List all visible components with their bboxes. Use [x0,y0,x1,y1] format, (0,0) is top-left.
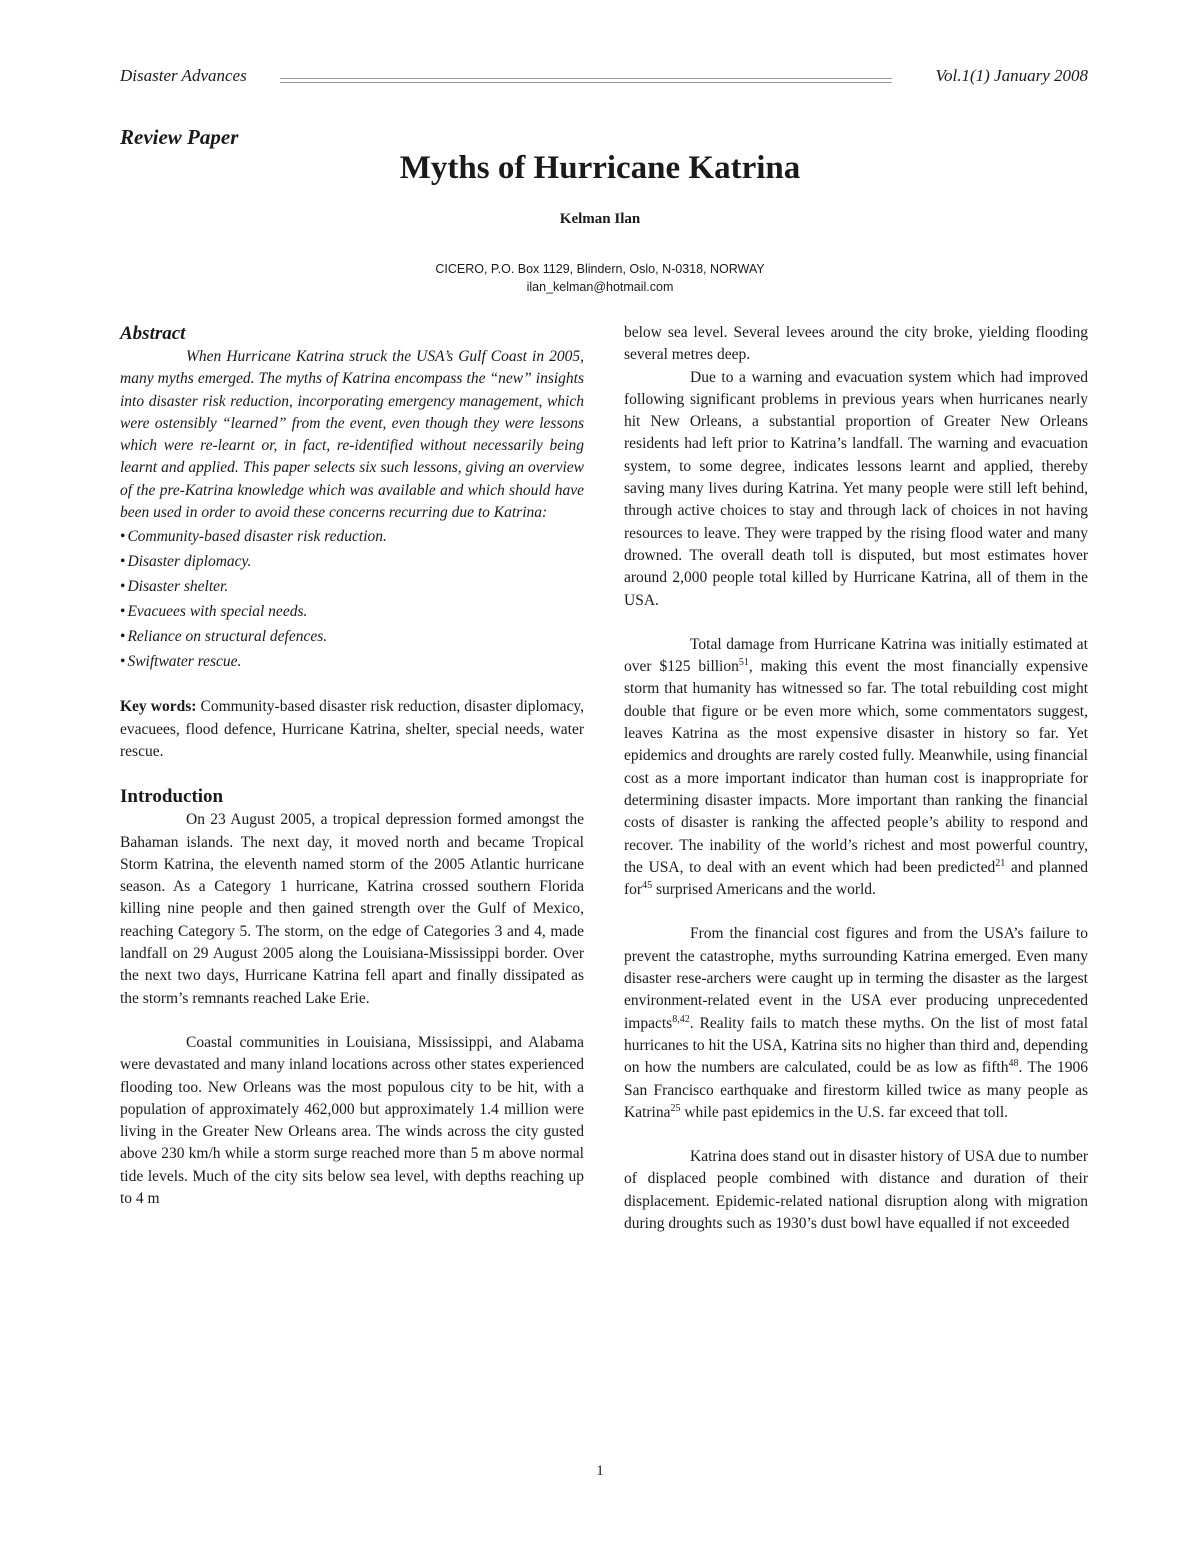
intro-paragraph-5 [624,923,1088,1124]
keywords [120,696,584,763]
header-rule [280,78,892,83]
introduction-heading: Introduction [120,786,224,808]
intro-paragraph-4 [624,634,1088,902]
list-item: • Swiftwater rescue. [120,649,584,674]
issue-info: Vol.1(1) January 2008 [935,66,1088,85]
article-title: Myths of Hurricane Katrina [399,150,801,186]
intro-paragraph-1: On 23 August 2005, a tropical depression formed amongst the Bahaman islands. The next day, it moved north and became Tropical Storm Katrina, the eleventh named storm of the 2005 Atlantic hurricane season. As a Category 1 hurricane, Katrina crossed southern Florida killing nine people and then gained strength over the Gulf of Mexico, reaching Category 5. The storm, on the edge of Categories 3 and 4, made landfall on 29 August 2005 along the Louisiana-Mississippi border. Over the next two days, Hurricane Katrina fell apart and finally dissipated as the storm’s remnants reached Lake Erie. [120,811,584,1007]
journal-name: Disaster Advances [120,66,247,85]
author-name: Kelman Ilan [559,211,641,227]
paragraph-text: , making this event the most financially expensive storm that humanity has witnessed so far. The total rebuilding cost might double that figure or be even more which, some commentators suggest, leaves Katrina as the most expensive disaster in history so far. Yet epidemics and droughts are rarely costed fully. Meanwhile, using financial cost as a more important indicator than human cost is inappropriate for determining disaster impacts. More important than ranking the financial costs of disaster is ranking the affected people’s ability to respond and recover. The inability of the world’s richest and most powerful country, the USA, to deal with an event which had been predicted [624,658,1088,876]
keywords-label: Key words: [120,698,197,716]
intro-paragraph-3: Due to a warning and evacuation system which had improved following significant problems in previous years when hurricanes nearly hit New Orleans, a substantial proportion of Greater New Orleans residents had left prior to Katrina’s landfall. The warning and evacuation system, to some degree, indicates lessons learnt and applied, thereby saving many lives during Katrina. Yet many people were still left behind, through active choices to stay and through lack of choices in not having resources to leave. They were trapped by the rising flood water and many drowned. The overall death toll is disputed, but most estimates hover around 2,000 people total killed by Hurricane Katrina, all of them in the USA. [624,368,1088,609]
paragraph-text: From the financial cost figures and from the USA’s failure to prevent the catastrophe, myths surrounding Katrina emerged. Even many disaster rese-archers were caught up in terming the disaster as the largest environment-related event in the USA ever producing unprecedented impacts [624,925,1088,1032]
right-column [624,322,1088,1235]
list-item: • Community-based disaster risk reduction. [120,524,584,549]
paragraph-text: Total damage from Hurricane Katrina was initially estimated at over $125 billion [624,635,1088,676]
paragraph-text: . The 1906 San Francisco earthquake and firestorm killed twice as many people as Katrina [624,1059,1088,1121]
paragraph-text: . Reality fails to match these myths. On the list of most fatal hurricanes to hit the USA, Katrina sits no higher than third and, depending on how the numbers are calculated, could be as low as fifth [624,1014,1088,1077]
paragraph-text: and planned for [624,858,1088,899]
abstract-section [120,322,584,674]
running-header [120,66,1088,92]
intro-paragraph-2: Coastal communities in Louisiana, Mississippi, and Alabama were devastated and many inland locations across other states experienced flooding too. New Orleans was the most populous city to be hit, with a population of approximately 462,000 but approximately 1.4 million were living in the Greater New Orleans area. The winds across the city gusted above 230 km/h while a storm surge reached more than 5 m above normal tide levels. Much of the city sits below sea level, with depths reaching up to 4 m [120,1033,584,1208]
intro-paragraph-6: Katrina does stand out in disaster history of USA due to number of displaced people combined with distance and duration of their displacement. Epidemic-related national disruption along with migration during droughts such as 1930’s dust bowl have equalled if not exceeded [624,1148,1088,1232]
continued-paragraph: below sea level. Several levees around the city broke, yielding flooding several metres deep. [624,324,1088,364]
citation-ref: 51 [738,657,749,668]
page-number: 1 [596,1463,604,1479]
list-item: • Evacuees with special needs. [120,599,584,624]
author-email: ilan_kelman@hotmail.com [526,280,674,294]
author-affiliation-block [0,260,1200,296]
citation-ref: 21 [995,857,1006,869]
citation-ref: 8,42 [672,1013,690,1025]
left-column [120,322,584,1210]
abstract-text: When Hurricane Katrina struck the USA’s Gulf Coast in 2005, many myths emerged. The myths of Katrina encompass the “new” insights into disaster risk reduction, incorporating emergency management, which were ostensibly “learned” from the event, even though they were lessons which were re-learnt or, in fact, re-identified without necessarily being learnt and applied. This paper selects six such lessons, giving an overview of the pre-Katrina knowledge which was available and which should have been used in order to avoid these concerns recurring due to Katrina: [120,348,584,522]
list-item: • Disaster shelter. [120,574,584,599]
keywords-text: Community-based disaster risk reduction, disaster diplomacy, evacuees, flood defence, Hurricane Katrina, shelter, special needs, water rescue. [120,698,585,760]
article-type: Review Paper [120,125,239,149]
lessons-list [120,524,584,674]
affiliation: CICERO, P.O. Box 1129, Blindern, Oslo, N-0318, NORWAY [435,262,765,276]
list-item: • Reliance on structural defences. [120,624,584,649]
paragraph-text: while past epidemics in the U.S. far exceed that toll. [680,1103,1009,1121]
citation-ref: 48 [1008,1058,1019,1070]
list-item: • Disaster diplomacy. [120,549,584,574]
paragraph-text: surprised Americans and the world. [652,881,876,899]
citation-ref: 25 [670,1102,681,1114]
abstract-heading: Abstract [120,323,186,344]
citation-ref: 45 [642,879,653,891]
